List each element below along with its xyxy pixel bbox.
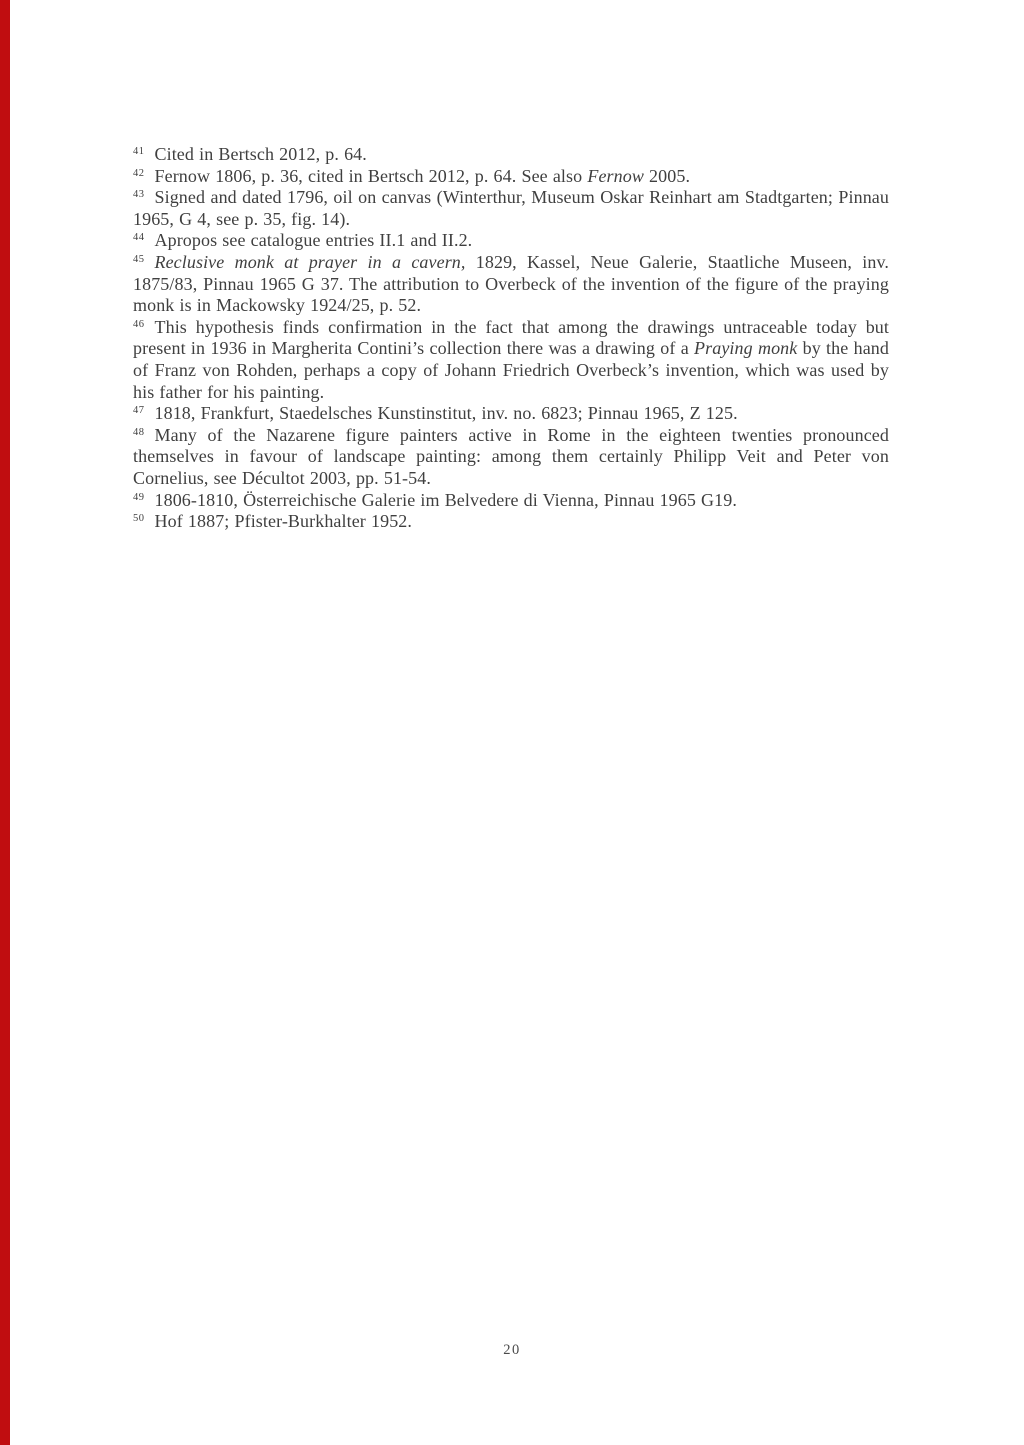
footnote-number: 41: [133, 146, 145, 157]
footnote-43: [133, 187, 889, 230]
footnote-text-segment: 1818, Frankfurt, Staedelsches Kunstinstitut, inv. no. 6823; Pinnau 1965, Z 125.: [154, 403, 738, 424]
footnote-number: 46: [133, 318, 145, 330]
footnote-42: [133, 166, 889, 188]
footnote-number: 48: [133, 426, 145, 438]
footnote-text-segment: by the hand of Franz von Rohden, perhaps a copy of Johann Friedrich Overbeck’s invention, which was used by his father for his painting.: [133, 338, 889, 402]
footnote-number: 43: [133, 189, 145, 201]
footnote-number: 42: [133, 167, 145, 179]
page-number: 20: [503, 1342, 521, 1358]
footnote-text-segment: Signed and dated 1796, oil on canvas (Winterthur, Museum Oskar Reinhart am Stadtgarten; Pinnau 1965, G 4, see p. 35, fig. 14).: [133, 187, 889, 229]
footnote-41: [133, 144, 889, 166]
footnote-text-segment: Many of the Nazarene figure painters active in Rome in the eighteen twenties pronounced themselves in favour of landscape painting: among them certainly Philipp Veit and Peter von Cornelius, see Décultot 2003, pp. 51-54.: [133, 424, 889, 488]
footnote-text-segment: 2005.: [643, 165, 691, 186]
footnote-50: [133, 511, 889, 533]
footnote-text-segment: Hof 1887; Pfister-Burkhalter 1952.: [154, 511, 412, 532]
footnote-text-segment: This hypothesis finds confirmation in the fact that among the drawings untraceable today but present in 1936 in Margherita Contini’s collection there was a drawing of a: [133, 316, 889, 359]
footnote-number: 50: [133, 513, 145, 525]
footnote-46: [133, 317, 889, 403]
footnote-text-segment: Apropos see catalogue entries II.1 and II.2.: [154, 230, 473, 251]
footnotes-block: [133, 144, 889, 533]
footnote-text-segment: Cited in Bertsch 2012, p. 64.: [154, 144, 367, 164]
footnote-number: 47: [133, 405, 145, 417]
footnote-number: 45: [133, 253, 145, 265]
footnote-text-segment: Praying monk: [694, 338, 798, 359]
footnote-number: 44: [133, 232, 145, 244]
footnote-47: [133, 403, 889, 425]
footnote-number: 49: [133, 491, 145, 503]
footnote-45: [133, 252, 889, 317]
footnote-44: [133, 230, 889, 252]
footnote-text-segment: Fernow: [587, 165, 644, 186]
footnote-text-segment: Reclusive monk at prayer in a cavern,: [154, 251, 466, 272]
footnote-text-segment: 1829, Kassel, Neue Galerie, Staatliche Museen, inv. 1875/83, Pinnau 1965 G 37. The attribution to Overbeck of the invention of the figure of the praying monk is in Mackowsky 1924/25, p. 52.: [133, 251, 889, 316]
footnote-49: [133, 490, 889, 512]
book-spine-strip: [0, 0, 10, 1445]
footnote-text-segment: Fernow 1806, p. 36, cited in Bertsch 2012, p. 64. See also: [154, 165, 588, 186]
footnote-48: [133, 425, 889, 490]
footnote-text-segment: 1806-1810, Österreichische Galerie im Belvedere di Vienna, Pinnau 1965 G19.: [154, 489, 737, 510]
